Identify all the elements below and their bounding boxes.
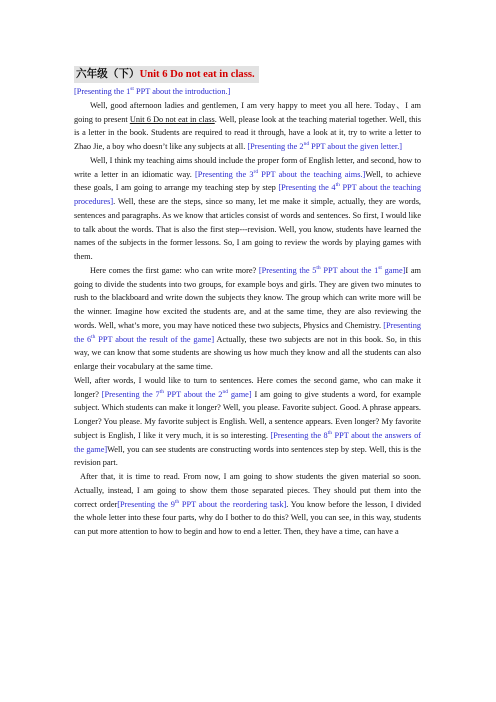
- ppt-note-7: [Presenting the 7th PPT about the 2nd game]: [101, 388, 252, 399]
- paragraph-4: Here comes the first game: who can write more? [Presenting the 5th PPT about the 1st game]I am going to divide the students into two groups, for example boys and girls. They are given two minutes to rush to the blackboard and write down the subjects they know. The group which can write more will be the winner. Imagine how excited the students are, and at the same time, they are also reviewing the words. Well, what’s more, you may have noticed these two subjects, Physics and Chemistry. [Presenting the 6th PPT about the result of the game] Actually, these two subjects are not in this book. So, in this way, we can know that some students are showing us how much they know and all the students can also enlarge their vocabulary at the same time.: [74, 264, 421, 371]
- paragraph-2: Well, good afternoon ladies and gentlemen, I am very happy to meet you all here. Today、I am going to present Unit 6 Do not eat in class. Well, please look at the teaching material together. Well, this is a letter in the book. Students are required to read it through, have a look at it, try to write a letter to Zhao Jie, a boy who doesn’t like any subjects at all. [Presenting the 2nd PPT about the given letter.]: [74, 100, 421, 151]
- unit-title-underlined: Unit 6 Do not eat in class: [129, 114, 215, 124]
- ppt-note-3: [Presenting the 3rd PPT about the teaching aims.]: [195, 168, 366, 179]
- paragraph-3: Well, I think my teaching aims should include the proper form of English letter, and second, how to write a letter in an idiomatic way. [Presenting the 3rd PPT about the teaching aims.]Well, to achieve these goals, I am going to arrange my teaching step by step [Presenting the 4th PPT about the teaching procedures]. Well, these are the steps, since so many, let me make it simple, actually, they are words, sentences and paragraphs. As we know that articles consist of words and sentences. So first, I would like to talk about the words. That is also the first step---revision. Well, you know, students have learned the names of the subjects in the former lessons. So, I am going to review the words by playing games with them.: [74, 155, 422, 261]
- ppt-note-2: [Presenting the 2nd PPT about the given letter.]: [247, 141, 403, 151]
- ppt-note-8: [Presenting the 8th PPT about the answers of the game]: [74, 429, 421, 454]
- paragraph-1: [74, 85, 421, 99]
- paragraph-6: After that, it is time to read. From now, I am going to show students the given material so soon. Actually, instead, I am going to show them those separated pieces. They should put them into the correct order[Presenting the 9th PPT about the reordering task]. You know before the lesson, I divided the whole letter into these four parts, why do I bother to do this? Well, you can see, in this way, students can put more attention to how to begin and how to end a letter. Then, they have a time, can have a: [74, 472, 421, 536]
- paragraph-5: Well, after words, I would like to turn to sentences. Here comes the second game, who can make it longer? [Presenting the 7th PPT about the 2nd game] I am going to give students a word, for example subject. Which students can make it longer? Well, you please. Favorite subject. Good. A phrase appears. Longer? You please. My favorite subject is English. Well, a sentence appears. Even longer? My favorite subject is English, I like it very much, it is so interesting. [Presenting the 8th PPT about the answers of the game]Well, you can see students are constructing words into sentences step by step. Well, this is the revision part.: [74, 375, 421, 468]
- title-unit: Unit 6 Do not eat in class.: [139, 69, 255, 80]
- title-grade: 六年级（下）: [76, 69, 140, 80]
- document-title: [74, 66, 259, 83]
- document-body: [74, 85, 421, 539]
- ppt-note-9: [Presenting the 9th PPT about the reordering task]: [117, 498, 287, 509]
- ppt-note-4: [Presenting the 4th PPT about the teaching procedures]: [74, 182, 421, 206]
- ppt-note-5: [Presenting the 5th PPT about the 1st game]: [258, 264, 406, 275]
- ppt-note-1: [Presenting the 1st PPT about the introduction.]: [74, 86, 231, 96]
- ppt-note-6: [Presenting the 6th PPT about the result of the game]: [74, 320, 421, 344]
